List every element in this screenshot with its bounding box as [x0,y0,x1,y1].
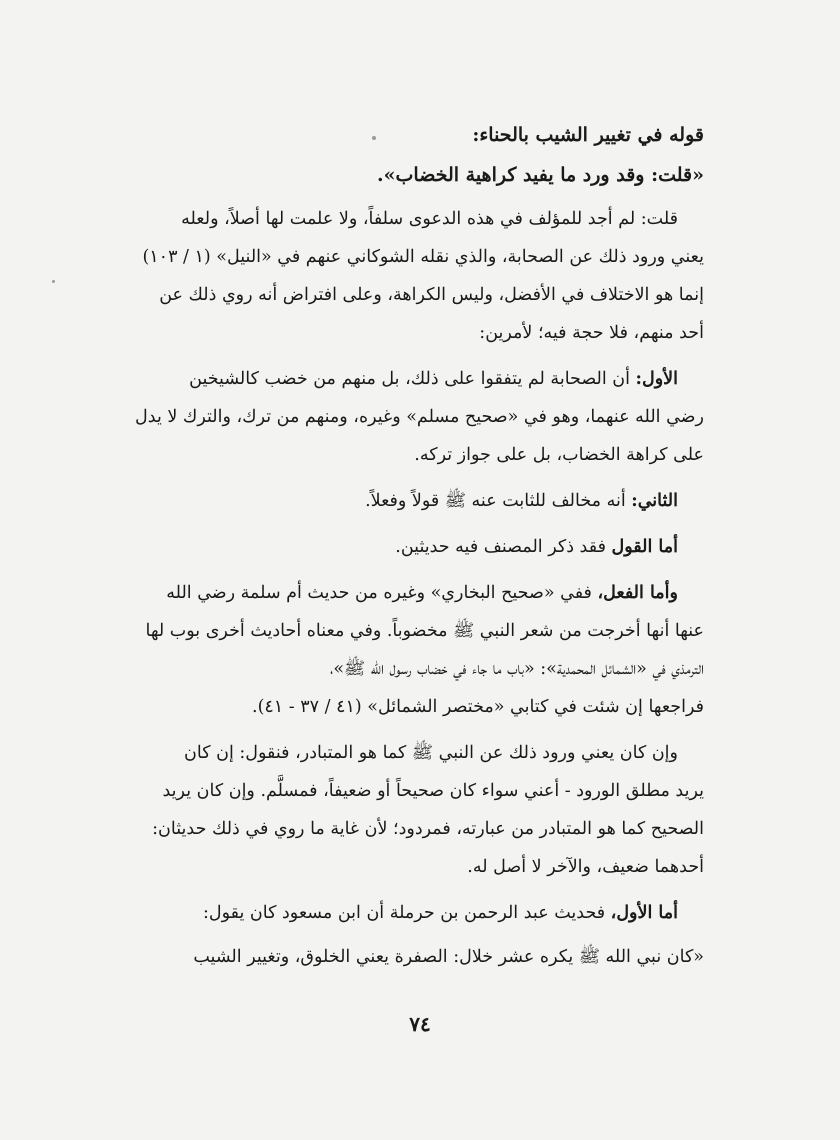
text-line: «كان نبي الله ﷺ يكره عشر خلال: الصفرة يعني الخلوق، وتغيير الشيب [193,947,704,967]
text-line: على كراهة الخضاب، بل على جواز تركه. [414,445,704,465]
text-line: إنما هو الاختلاف في الأفضل، وليس الكراهة، وعلى افتراض أنه روي ذلك عن [159,285,704,305]
lead-keyword: أما القول [611,537,678,557]
text-line: رضي الله عنهما، وهو في «صحيح مسلم» وغيره، ومنهم من ترك، والترك لا يدل [135,407,704,427]
text-line: أما القول فقد ذكر المصنف فيه حديثين. [395,537,678,557]
text-line: عنها أنها أخرجت من شعر النبي ﷺ مخضوباً. وفي معناه أحاديث أخرى بوب لها [145,621,704,641]
text-line: الثاني: أنه مخالف للثابت عنه ﷺ قولاً وفعلاً. [365,491,678,511]
text-line: وإن كان يعني ورود ذلك عن النبي ﷺ كما هو المتبادر، فنقول: إن كان [184,743,678,763]
section-heading: قوله في تغيير الشيب بالحناء: [472,124,704,146]
text-line: أما الأول، فحديث عبد الرحمن بن حرملة أن ابن مسعود كان يقول: [202,903,678,923]
text-line: أحدهما ضعيف، والآخر لا أصل له. [467,857,704,877]
page-number: ٧٤ [409,1012,431,1036]
scan-speck [52,280,55,283]
lead-keyword: وأما الفعل، [597,583,678,603]
lead-keyword: الأول: [635,369,678,389]
text-line: الأول: أن الصحابة لم يتفقوا على ذلك، بل منهم من خضب كالشيخين [189,369,678,389]
text-line: يعني ورود ذلك عن الصحابة، والذي نقله الشوكاني عنهم في «النيل» (١ / ١٠٣) [142,247,704,267]
text-line: يريد مطلق الورود - أعني سواء كان صحيحاً أو ضعيفاً، فمسلَّم. وإن كان يريد [162,781,704,801]
text-line: قلت: لم أجد للمؤلف في هذه الدعوى سلفاً، ولا علمت لها أصلاً، ولعله [181,209,678,229]
lead-keyword: الثاني: [631,491,678,511]
text-line: الترمذي في «الشمائل المحمدية»: «باب ما جاء في خضاب رسول الله ﷺ»، [330,659,704,679]
text-line: فراجعها إن شئت في كتابي «مختصر الشمائل» (٤١ / ٣٧ - ٤١). [252,697,704,717]
text-line: وأما الفعل، ففي «صحيح البخاري» وغيره من حديث أم سلمة رضي الله [166,583,678,603]
quoted-heading: «قلت: وقد ورد ما يفيد كراهية الخضاب». [377,164,704,186]
text-line: أحد منهم، فلا حجة فيه؛ لأمرين: [479,323,704,343]
lead-keyword: أما الأول، [610,903,678,923]
text-line: الصحيح كما هو المتبادر من عبارته، فمردود؛ لأن غاية ما روي في ذلك حديثان: [152,819,704,839]
